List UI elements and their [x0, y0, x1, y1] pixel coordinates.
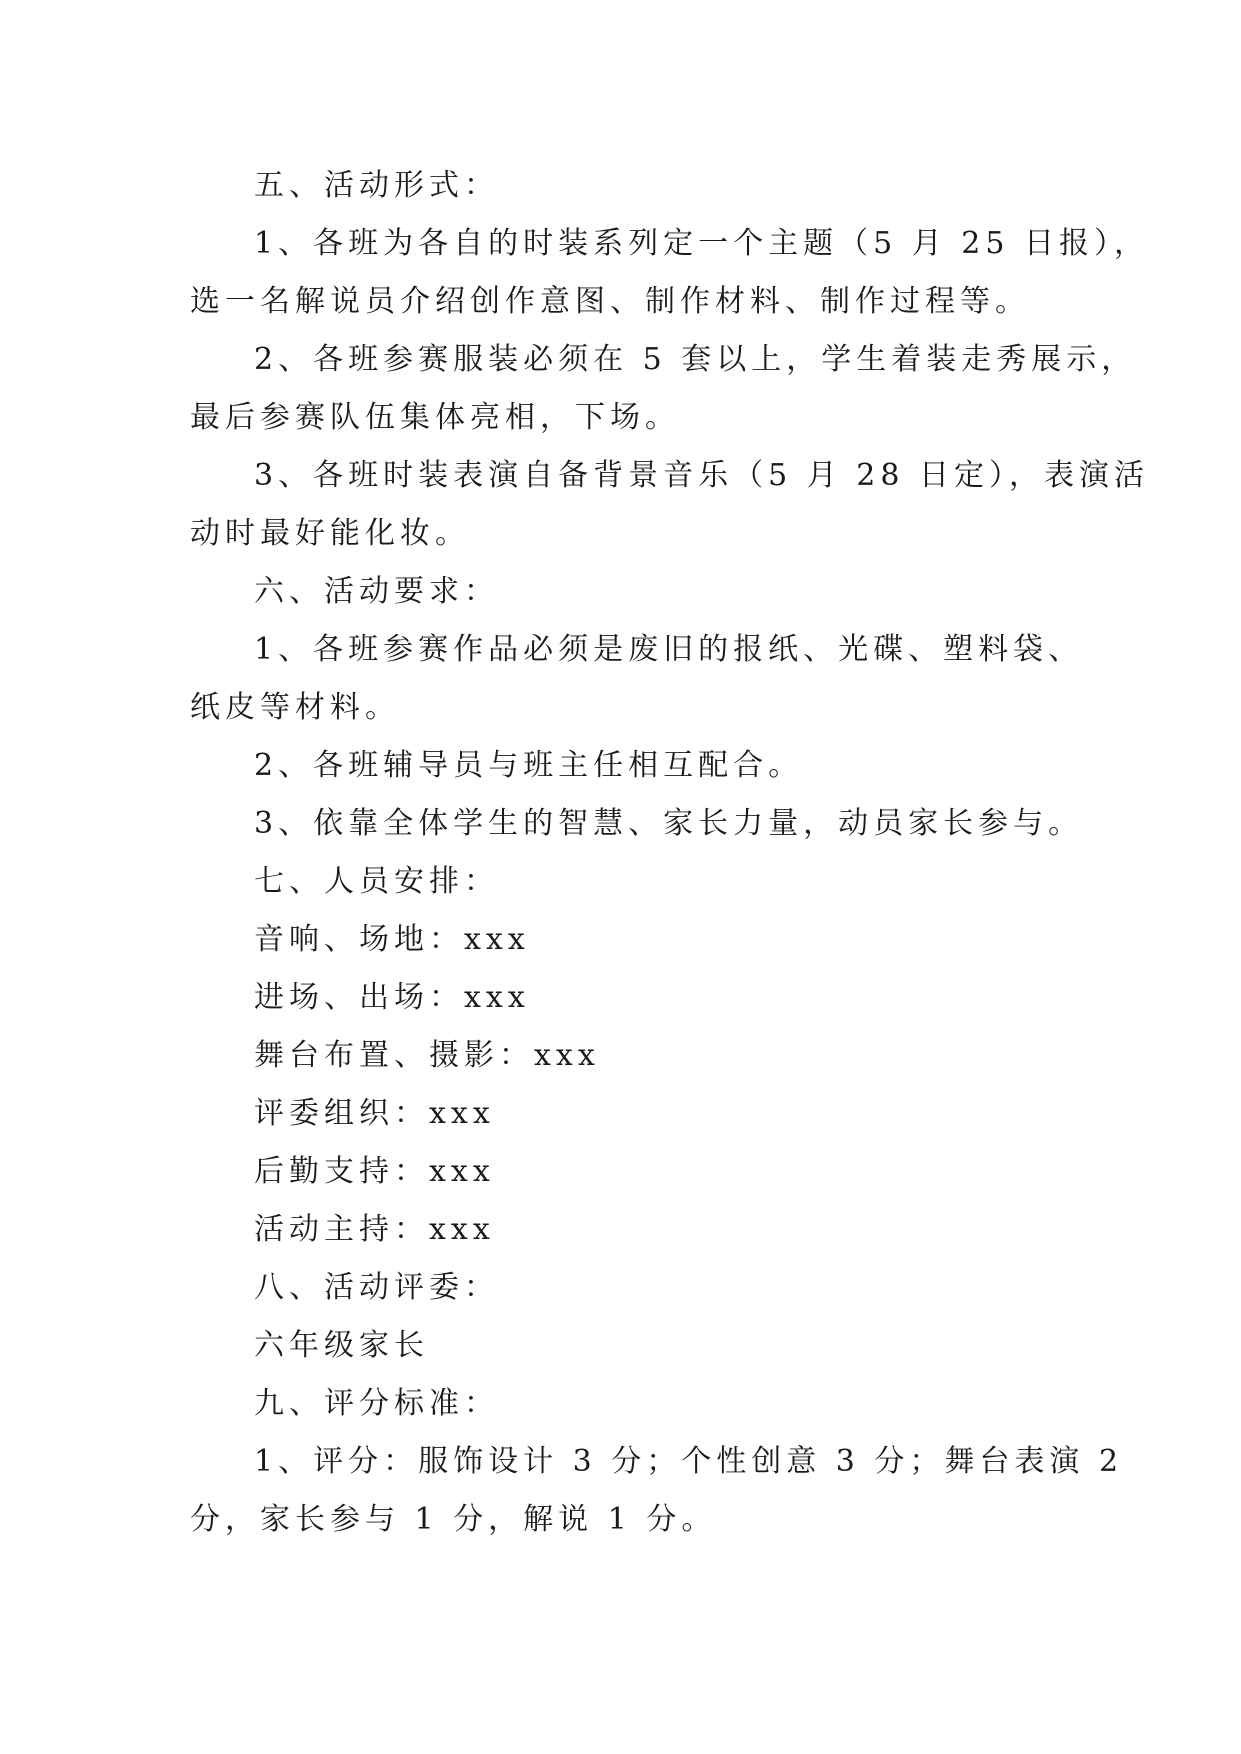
paragraph-line: 1、各班为各自的时装系列定一个主题（5 月 25 日报），: [254, 226, 1149, 261]
paragraph-line: 1、评分：服饰设计 3 分；个性创意 3 分；舞台表演 2: [254, 1444, 1124, 1479]
paragraph-line: 3、依靠全体学生的智慧、家长力量，动员家长参与。: [254, 806, 1084, 841]
staff-item: 评委组织：xxx: [254, 1096, 495, 1131]
paragraph-line: 分，家长参与 1 分，解说 1 分。: [190, 1502, 717, 1537]
paragraph-line: 最后参赛队伍集体亮相，下场。: [190, 400, 680, 435]
staff-item: 音响、场地：xxx: [254, 922, 530, 957]
staff-item: 进场、出场：xxx: [254, 980, 530, 1015]
staff-item: 活动主持：xxx: [254, 1212, 495, 1247]
section-heading-activity-form: 五、活动形式：: [254, 168, 499, 203]
paragraph-line: 1、各班参赛作品必须是废旧的报纸、光碟、塑料袋、: [254, 632, 1084, 667]
paragraph-line: 2、各班辅导员与班主任相互配合。: [254, 748, 804, 783]
paragraph-line: 六年级家长: [254, 1328, 429, 1363]
staff-item: 后勤支持：xxx: [254, 1154, 495, 1189]
paragraph-line: 动时最好能化妆。: [190, 516, 470, 551]
section-heading-scoring-criteria: 九、评分标准：: [254, 1386, 499, 1421]
paragraph-line: 3、各班时装表演自备背景音乐（5 月 28 日定），表演活: [254, 458, 1149, 493]
paragraph-line: 2、各班参赛服装必须在 5 套以上，学生着装走秀展示，: [254, 342, 1137, 377]
section-heading-staff-arrangement: 七、人员安排：: [254, 864, 499, 899]
section-heading-activity-requirements: 六、活动要求：: [254, 574, 499, 609]
staff-item: 舞台布置、摄影：xxx: [254, 1038, 600, 1073]
paragraph-line: 选一名解说员介绍创作意图、制作材料、制作过程等。: [190, 284, 1030, 319]
paragraph-line: 纸皮等材料。: [190, 690, 400, 725]
section-heading-judges: 八、活动评委：: [254, 1270, 499, 1305]
